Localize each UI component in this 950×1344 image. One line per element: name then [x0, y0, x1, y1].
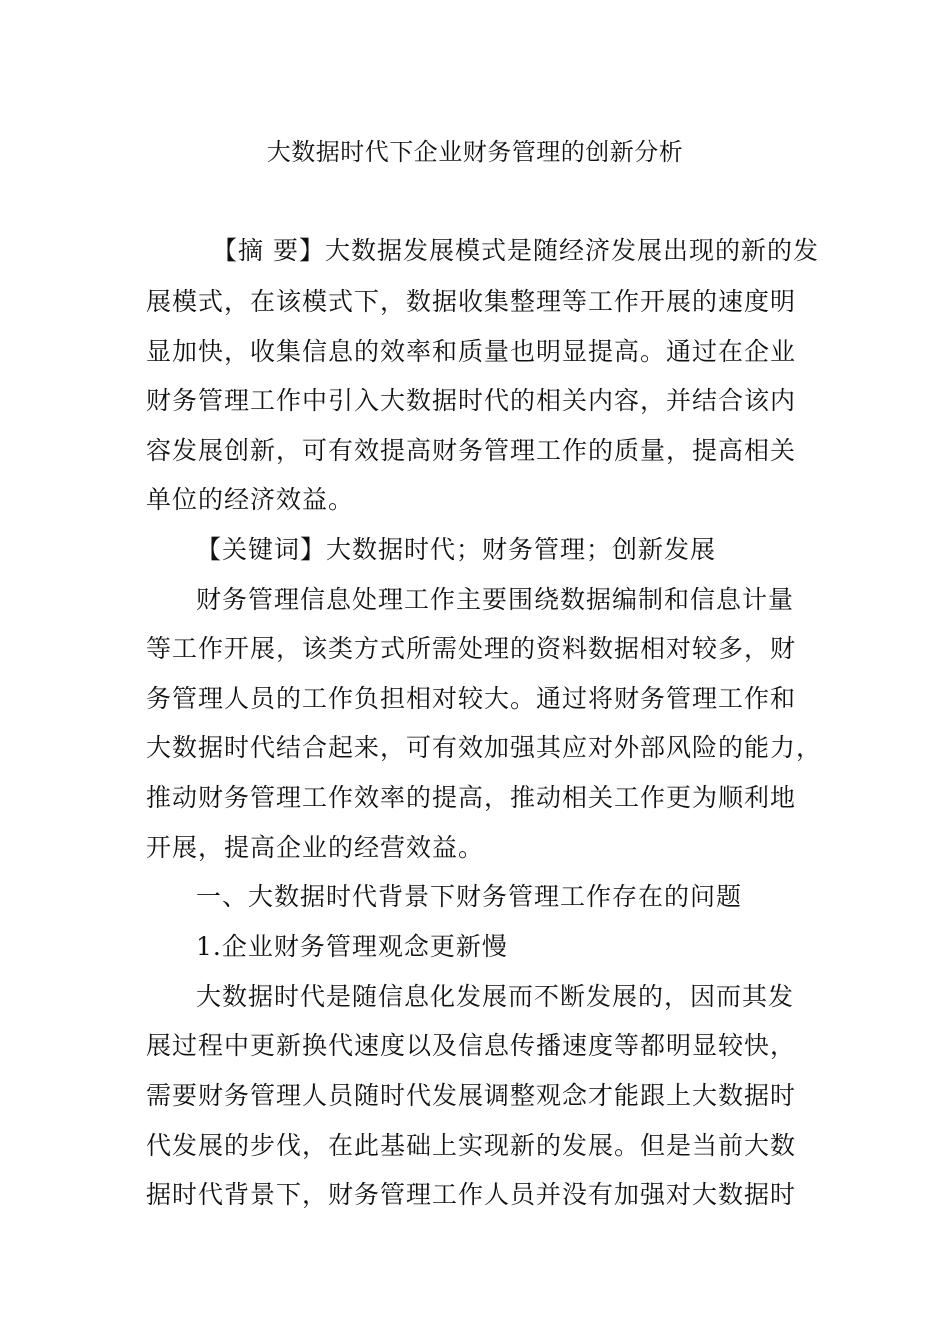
intro-line: 开展，提高企业的经营效益。 [146, 833, 485, 862]
body-line: 展过程中更新换代速度以及信息传播速度等都明显较快， [146, 1031, 797, 1060]
intro-line: 财务管理信息处理工作主要围绕数据编制和信息计量 [196, 585, 795, 614]
body-line: 代发展的步伐，在此基础上实现新的发展。但是当前大数 [146, 1131, 797, 1160]
abstract-line: 展模式，在该模式下，数据收集整理等工作开展的速度明 [146, 287, 797, 316]
section-heading: 一、大数据时代背景下财务管理工作存在的问题 [196, 882, 743, 911]
abstract-line: 显加快，收集信息的效率和质量也明显提高。通过在企业 [146, 337, 797, 366]
subsection-heading: 1.企业财务管理观念更新慢 [196, 932, 508, 961]
abstract-line: 财务管理工作中引入大数据时代的相关内容，并结合该内 [146, 386, 797, 415]
body-line: 据时代背景下，财务管理工作人员并没有加强对大数据时 [146, 1180, 797, 1209]
abstract-line: 单位的经济效益。 [146, 485, 355, 514]
intro-line: 务管理人员的工作负担相对较大。通过将财务管理工作和 [146, 684, 797, 713]
abstract-line: 【摘 要】大数据发展模式是随经济发展出现的新的发 [212, 236, 819, 265]
body-line: 大数据时代是随信息化发展而不断发展的，因而其发 [196, 982, 795, 1011]
abstract-line: 容发展创新，可有效提高财务管理工作的质量，提高相关 [146, 436, 797, 465]
body-line: 需要财务管理人员随时代发展调整观念才能跟上大数据时 [146, 1081, 797, 1110]
intro-line: 等工作开展，该类方式所需处理的资料数据相对较多，财 [146, 634, 797, 663]
intro-line: 大数据时代结合起来，可有效加强其应对外部风险的能力， [146, 733, 823, 762]
document-title: 大数据时代下企业财务管理的创新分析 [266, 138, 684, 166]
keywords-line: 【关键词】大数据时代；财务管理；创新发展 [196, 535, 717, 564]
intro-line: 推动财务管理工作效率的提高，推动相关工作更为顺利地 [146, 783, 797, 812]
